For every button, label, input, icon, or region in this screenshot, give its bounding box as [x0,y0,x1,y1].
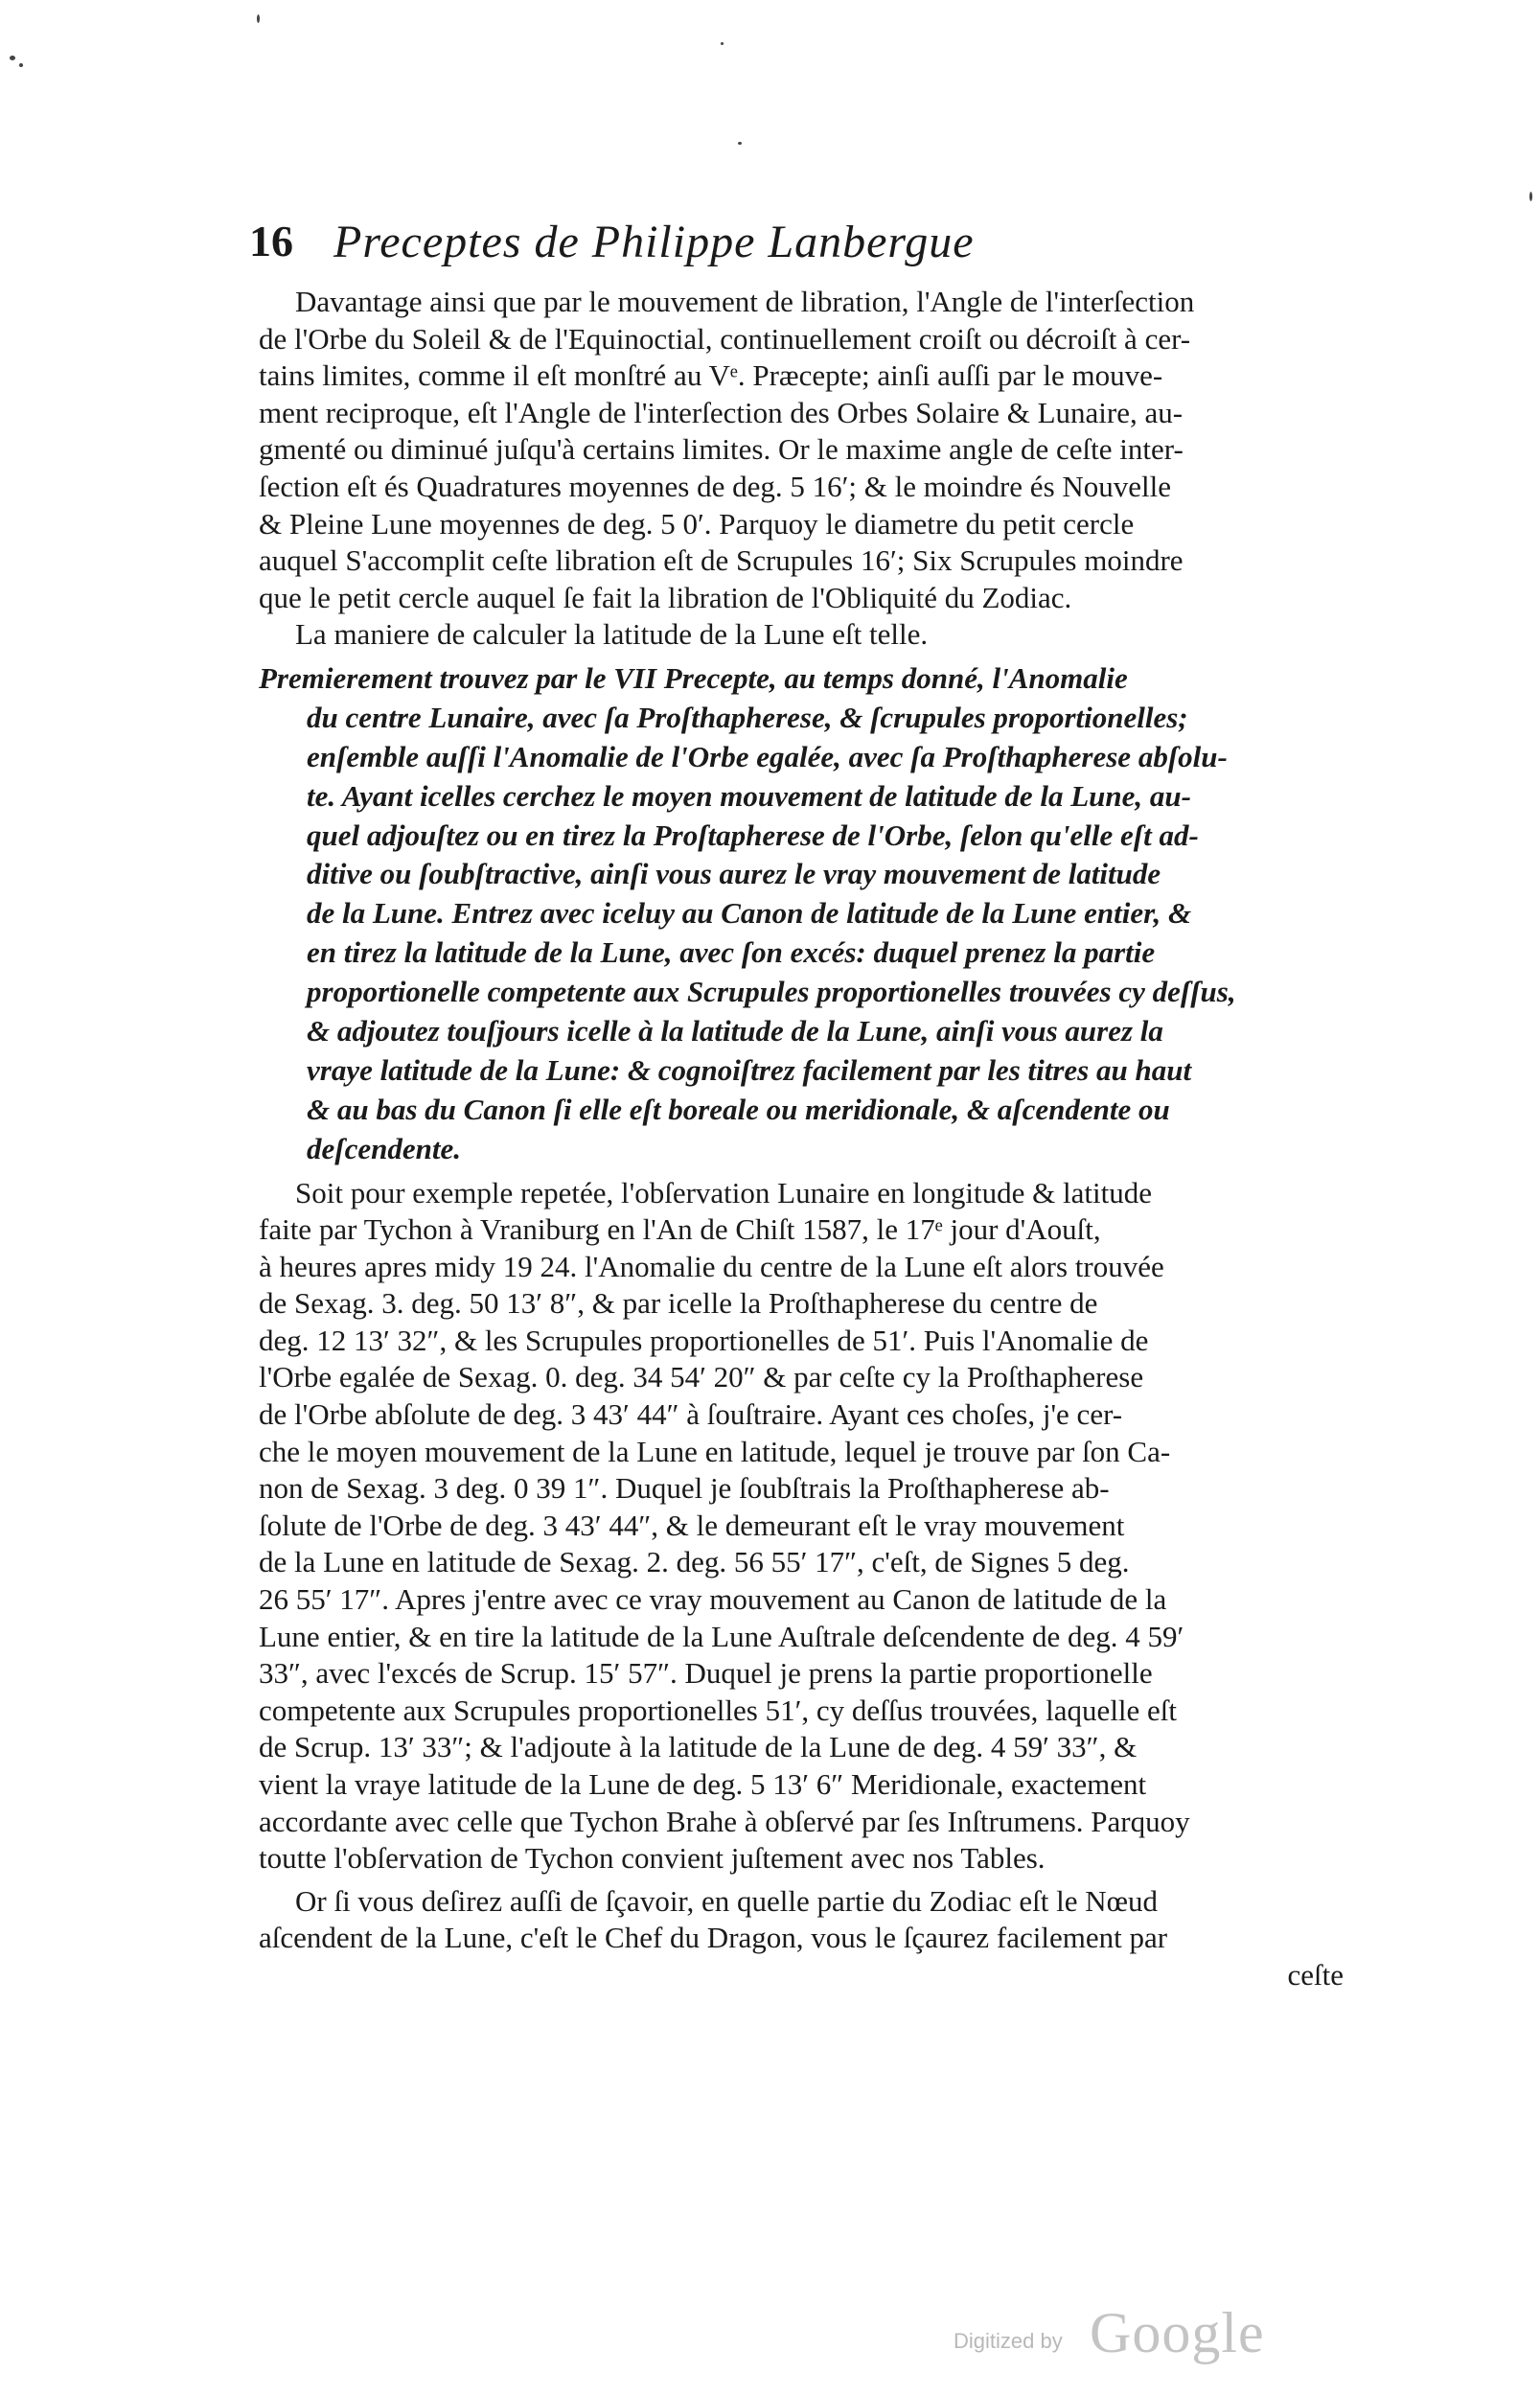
text-line: non de Sexag. 3 deg. 0 39 1″. Duquel je ſoubſtrais la Proſthapherese ab- [259,1471,1110,1506]
precept-line: du centre Lunaire, avec ſa Proſthapherese, & ſcrupules proportionelles; [307,700,1188,734]
catchword: ceſte [1287,1957,1344,1992]
page-number: 16 [249,217,293,265]
text-line: & Pleine Lune moyennes de deg. 5 0′. Parquoy le diametre du petit cercle [259,506,1135,541]
text-line: de l'Orbe du Soleil & de l'Equinoctial, continuellement croiſt ou décroiſt à cer- [259,321,1191,356]
scan-speck [19,63,23,67]
text-line: de Scrup. 13′ 33″; & l'adjoute à la latitude de la Lune de deg. 4 59′ 33″, & [259,1730,1138,1764]
precept-line: deſcendente. [307,1131,461,1165]
text-line: ſection eſt és Quadratures moyennes de deg. 5 16′; & le moindre és Nouvelle [259,469,1172,503]
paragraph-method-intro [259,616,1345,654]
text-line: vient la vraye latitude de la Lune de deg. 5 13′ 6″ Meridionale, exactement [259,1767,1147,1802]
text-line: deg. 12 13′ 32″, & les Scrupules proportionelles de 51′. Puis l'Anomalie de [259,1323,1149,1357]
text-line: ment reciproque, eſt l'Angle de l'interſection des Orbes Solaire & Lunaire, au- [259,395,1184,429]
paragraph-example [259,1175,1345,1878]
text-line: auquel S'accomplit ceſte libration eſt de Scrupules 16′; Six Scrupules moindre [259,543,1184,578]
text-line: aſcendent de la Lune, c'eſt le Chef du Dragon, vous le ſçaurez facilement par [259,1921,1168,1955]
text-line: que le petit cercle auquel ſe fait la libration de l'Obliquité du Zodiac. [259,580,1072,614]
text-line: Lune entier, & en tire la latitude de la Lune Auſtrale deſcendente de deg. 4 59′ [259,1619,1184,1653]
text-line: 26 55′ 17″. Apres j'entre avec ce vray mouvement au Canon de latitude de la [259,1582,1167,1617]
precept-line: en tirez la latitude de la Lune, avec ſon excés: duquel prenez la partie [307,935,1156,970]
text-line: Or ſi vous deſirez auſſi de ſçavoir, en quelle partie du Zodiac eſt le Nœud [295,1883,1159,1918]
precept-line: ditive ou ſoubſtractive, ainſi vous aurez le vray mouvement de latitude [307,857,1161,891]
precept-line: de la Lune. Entrez avec iceluy au Canon de latitude de la Lune entier, & [307,896,1192,931]
precept-line: enſemble auſſi l'Anomalie de l'Orbe egalée, avec ſa Proſthapherese abſolu- [307,739,1228,773]
watermark-prefix: Digitized by [954,2329,1063,2353]
google-logo: Google [1090,2301,1265,2364]
precept-line: & au bas du Canon ſi elle eſt boreale ou meridionale, & aſcendente ou [307,1092,1170,1126]
text-line: Soit pour exemple repetée, l'obſervation Lunaire en longitude & latitude [295,1175,1152,1210]
text-line: competente aux Scrupules proportionelles 51′, cy deſſus trouvées, laquelle eſt [259,1693,1178,1727]
text-line: La maniere de calculer la latitude de la Lune eſt telle. [295,617,929,652]
running-title: Preceptes de Philippe Lanbergue [333,217,975,267]
text-line: tains limites, comme il eſt monſtré au Vᵉ. Præcepte; ainſi auſſi par le mouve- [259,358,1163,393]
paragraph-node [259,1883,1345,1957]
precept-line: vraye latitude de la Lune: & cognoiſtrez facilement par les titres au haut [307,1052,1192,1087]
text-line: à heures apres midy 19 24. l'Anomalie du centre de la Lune eſt alors trouvée [259,1249,1164,1283]
text-line: de la Lune en latitude de Sexag. 2. deg. 56 55′ 17″, c'eſt, de Signes 5 deg. [259,1545,1130,1579]
page-header [249,216,1342,273]
text-line: de Sexag. 3. deg. 50 13′ 8″, & par icelle la Proſthapherese du centre de [259,1286,1098,1321]
scan-speck [10,56,15,60]
text-line: l'Orbe egalée de Sexag. 0. deg. 34 54′ 20″ & par ceſte cy la Proſthapherese [259,1360,1144,1394]
page-body [259,284,1345,1994]
paragraph-libration [259,284,1345,616]
precept-line: proportionelle competente aux Scrupules proportionelles trouvées cy deſſus, [307,975,1236,1009]
text-line: ſolute de l'Orbe de deg. 3 43′ 44″, & le demeurant eſt le vray mouvement [259,1508,1125,1542]
precept-line: Premierement trouvez par le VII Precepte, au temps donné, l'Anomalie [259,660,1128,695]
precept-line: quel adjouſtez ou en tirez la Proſtapherese de l'Orbe, ſelon qu'elle eſt ad- [307,818,1199,852]
text-line: che le moyen mouvement de la Lune en latitude, lequel je trouve par ſon Ca- [259,1434,1171,1468]
precept-line: te. Ayant icelles cerchez le moyen mouvement de latitude de la Lune, au- [307,778,1191,813]
text-line: toutte l'obſervation de Tychon convient juſtement avec nos Tables. [259,1841,1046,1876]
text-line: gmenté ou diminué juſqu'à certains limites. Or le maxime angle de ceſte inter- [259,432,1184,467]
text-line: de l'Orbe abſolute de deg. 3 43′ 44″ à ſouſtraire. Ayant ces choſes, j'e cer- [259,1397,1123,1432]
text-line: 33″, avec l'excés de Scrup. 15′ 57″. Duquel je prens la partie proportionelle [259,1656,1153,1691]
text-line: Davantage ainsi que par le mouvement de libration, l'Angle de l'interſection [295,285,1195,318]
digitized-watermark [954,2300,1299,2367]
scan-speck [721,42,724,45]
scan-speck [257,14,260,23]
text-line: faite par Tychon à Vraniburg en l'An de Chiſt 1587, le 17ᵉ jour d'Aouſt, [259,1212,1101,1247]
scan-speck [738,142,742,145]
text-line: accordante avec celle que Tychon Brahe à obſervé par ſes Inſtrumens. Parquoy [259,1804,1190,1838]
precept-rule [259,659,1345,1169]
precept-line: & adjoutez touſjours icelle à la latitude de la Lune, ainſi vous aurez la [307,1013,1163,1048]
scan-speck [1529,192,1532,201]
